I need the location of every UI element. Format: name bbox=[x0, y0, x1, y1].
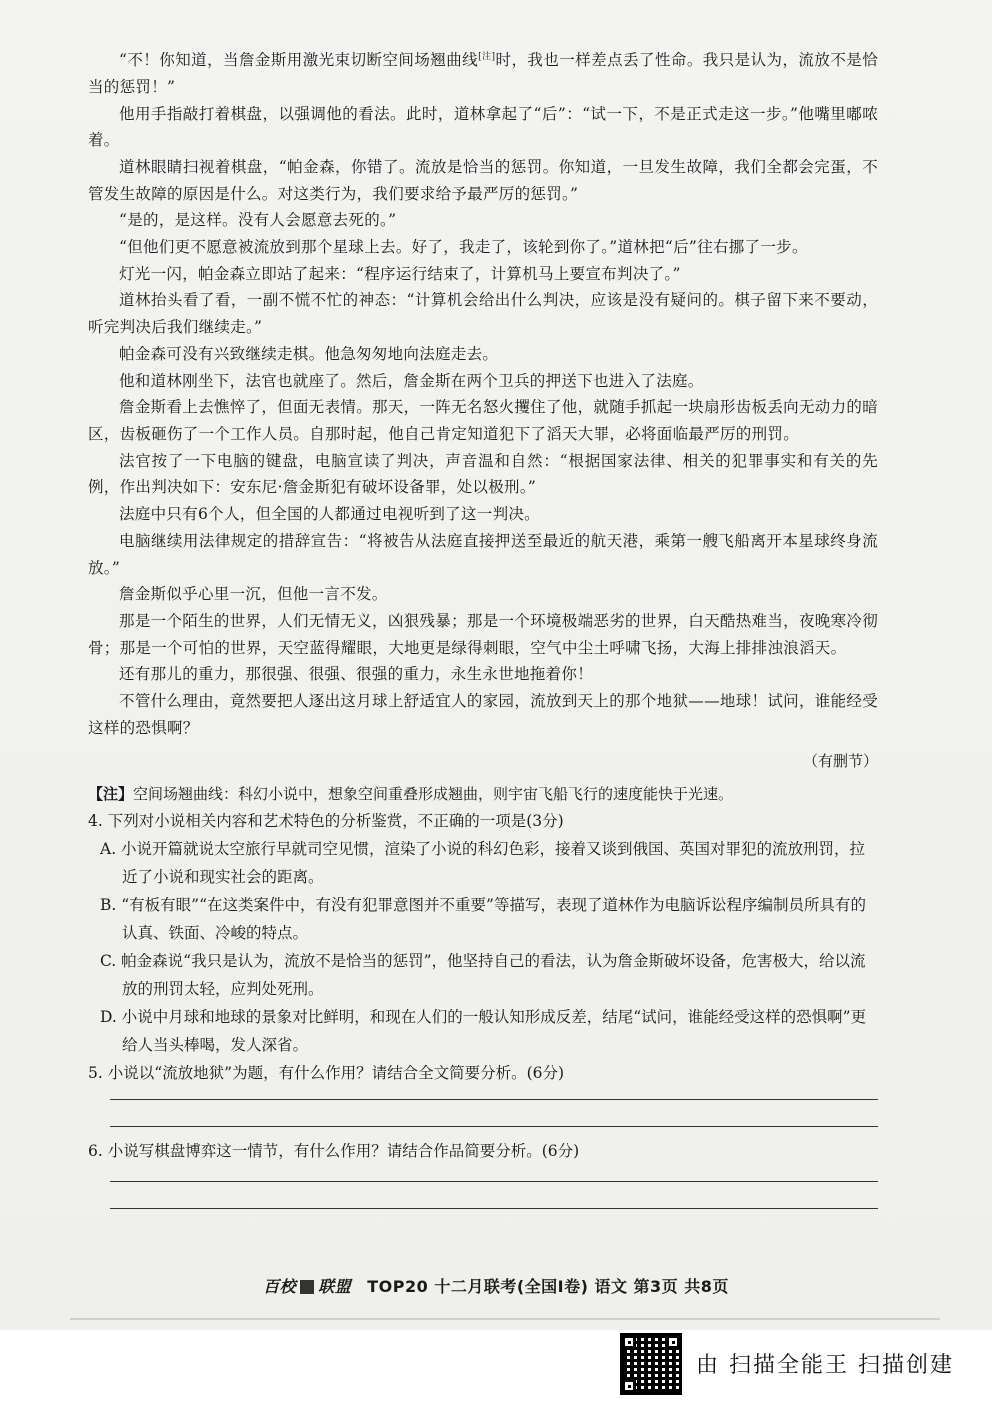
qr-corner-icon bbox=[622, 1379, 636, 1393]
paragraph bbox=[88, 44, 878, 101]
footer-text: TOP20 十二月联考(全国Ⅰ卷) 语文 第3页 共8页 bbox=[367, 1277, 729, 1296]
question-4-option-a: A. 小说开篇就说太空旅行早就司空见惯，渲染了小说的科幻色彩，接着又谈到俄国、英国对罪犯的流放刑罚，拉近了小说和现实社会的距离。 bbox=[100, 840, 866, 887]
question-5-stem: 5. 小说以“流放地狱”为题，有什么作用？请结合全文简要分析。(6分) bbox=[88, 1064, 565, 1083]
footnote-tag: 【注】 bbox=[88, 785, 134, 804]
qr-corner-icon bbox=[666, 1335, 680, 1349]
paragraph: “但他们更不愿意被流放到那个星球上去。好了，我走了，该轮到你了。”道林把“后”往右挪了一步。 bbox=[119, 238, 808, 257]
paragraph: “是的，是这样。没有人会愿意去死的。” bbox=[119, 211, 397, 230]
paragraph: 灯光一闪，帕金森立即站了起来：“程序运行结束了，计算机马上要宣布判决了。” bbox=[119, 264, 681, 283]
page-edge-line bbox=[70, 1318, 940, 1320]
page-footer bbox=[0, 1274, 992, 1297]
footnote-text: 空间场翘曲线：科幻小说中，想象空间重叠形成翘曲，则宇宙飞船飞行的速度能快于光速。 bbox=[133, 785, 734, 804]
footnote bbox=[88, 781, 878, 807]
paragraph: 道林抬头看了看，一副不慌不忙的神态：“计算机会给出什么判决，应该是没有疑问的。棋子留下来不要动，听完判决后我们继续走。” bbox=[88, 291, 878, 337]
question-4-option-c: C. 帕金森说“我只是认为，流放不是恰当的惩罚”，他坚持自己的看法，认为詹金斯破坏设备，危害极大，给以流放的刑罚太轻，应判处死刑。 bbox=[100, 952, 866, 999]
paragraph: 他用手指敲打着棋盘，以强调他的看法。此时，道林拿起了“后”：“试一下，不是正式走这一步。”他嘴里嘟哝着。 bbox=[88, 104, 878, 150]
brand-logo-icon bbox=[300, 1280, 314, 1294]
paragraph: 帕金森可没有兴致继续走棋。他急匆匆地向法庭走去。 bbox=[119, 344, 499, 363]
deletion-note: （有删节） bbox=[802, 752, 878, 771]
paragraph: 道林眼睛扫视着棋盘，“帕金森，你错了。流放是恰当的惩罚。你知道，一旦发生故障，我们全都会完蛋，不管发生故障的原因是什么。对这类行为，我们要求给予最严厉的惩罚。” bbox=[88, 157, 878, 203]
note-marker: [注] bbox=[478, 52, 496, 62]
paragraph: 法庭中只有6个人，但全国的人都通过电视听到了这一判决。 bbox=[119, 505, 540, 524]
paragraph: 不管什么理由，竟然要把人逐出这月球上舒适宜人的家园，流放到天上的那个地狱——地球！试问，谁能经受这样的恐惧啊？ bbox=[88, 692, 878, 737]
paragraph: 电脑继续用法律规定的措辞宣告：“将被告从法庭直接押送至最近的航天港，乘第一艘飞船离开本星球终身流放。” bbox=[88, 531, 878, 577]
passage-content bbox=[88, 44, 878, 1209]
paragraph: 那是一个陌生的世界，人们无情无义，凶狠残暴；那是一个环境极端恶劣的世界，白天酷热难当，夜晚寒冷彻骨；那是一个可怕的世界，天空蓝得耀眼，大地更是绿得刺眼，空气中尘土呼啸飞扬，大海上排排浊浪滔天。 bbox=[88, 611, 878, 657]
question-6-stem: 6. 小说写棋盘博弈这一情节，有什么作用？请结合作品简要分析。(6分) bbox=[88, 1142, 580, 1161]
question-4-stem: 4. 下列对小说相关内容和艺术特色的分析鉴赏，不正确的一项是(3分) bbox=[88, 812, 564, 831]
paragraph: 法官按了一下电脑的键盘，电脑宣读了判决，声音温和自然：“根据国家法律、相关的犯罪事实和有关的先例，作出判决如下：安东尼·詹金斯犯有破坏设备罪，处以极刑。” bbox=[88, 451, 878, 497]
paragraph: 詹金斯似乎心里一沉，但他一言不发。 bbox=[119, 585, 388, 604]
answer-line bbox=[110, 1208, 878, 1209]
question-4-option-b: B. “有板有眼”“在这类案件中，有没有犯罪意图并不重要”等描写，表现了道林作为电脑诉讼程序编制员所具有的认真、铁面、冷峻的特点。 bbox=[100, 896, 866, 943]
qr-corner-icon bbox=[622, 1335, 636, 1349]
paragraph: 他和道林刚坐下，法官也就座了。然后，詹金斯在两个卫兵的押送下也进入了法庭。 bbox=[119, 371, 704, 390]
paragraph-text: 时，我也一样差点丢了性命。我只是认为，流放不是恰当的惩罚！” bbox=[88, 51, 879, 96]
question-4-option-d: D. 小说中月球和地球的景象对比鲜明，和现在人们的一般认知形成反差，结尾“试问，谁能经受这样的恐惧啊”更给人当头棒喝，发人深省。 bbox=[100, 1008, 867, 1055]
qr-code-icon bbox=[620, 1333, 682, 1395]
paragraph: 詹金斯看上去憔悴了，但面无表情。那天，一阵无名怒火攫住了他，就随手抓起一块扇形齿板丢向无动力的暗区，齿板砸伤了一个工作人员。自那时起，他自己肯定知道犯下了滔天大罪，必将面临最严厉的刑罚。 bbox=[88, 398, 878, 443]
footer-brand-part1: 百校 bbox=[263, 1277, 297, 1296]
scanner-watermark-text: 由 扫描全能王 扫描创建 bbox=[696, 1353, 954, 1378]
paragraph-text: “不！你知道，当詹金斯用激光束切断空间场翘曲线 bbox=[119, 51, 479, 70]
footer-brand-part2: 联盟 bbox=[318, 1277, 352, 1296]
paragraph: 还有那儿的重力，那很强、很强、很强的重力，永生永世地拖着你！ bbox=[119, 665, 594, 684]
footer-brand bbox=[263, 1277, 351, 1296]
